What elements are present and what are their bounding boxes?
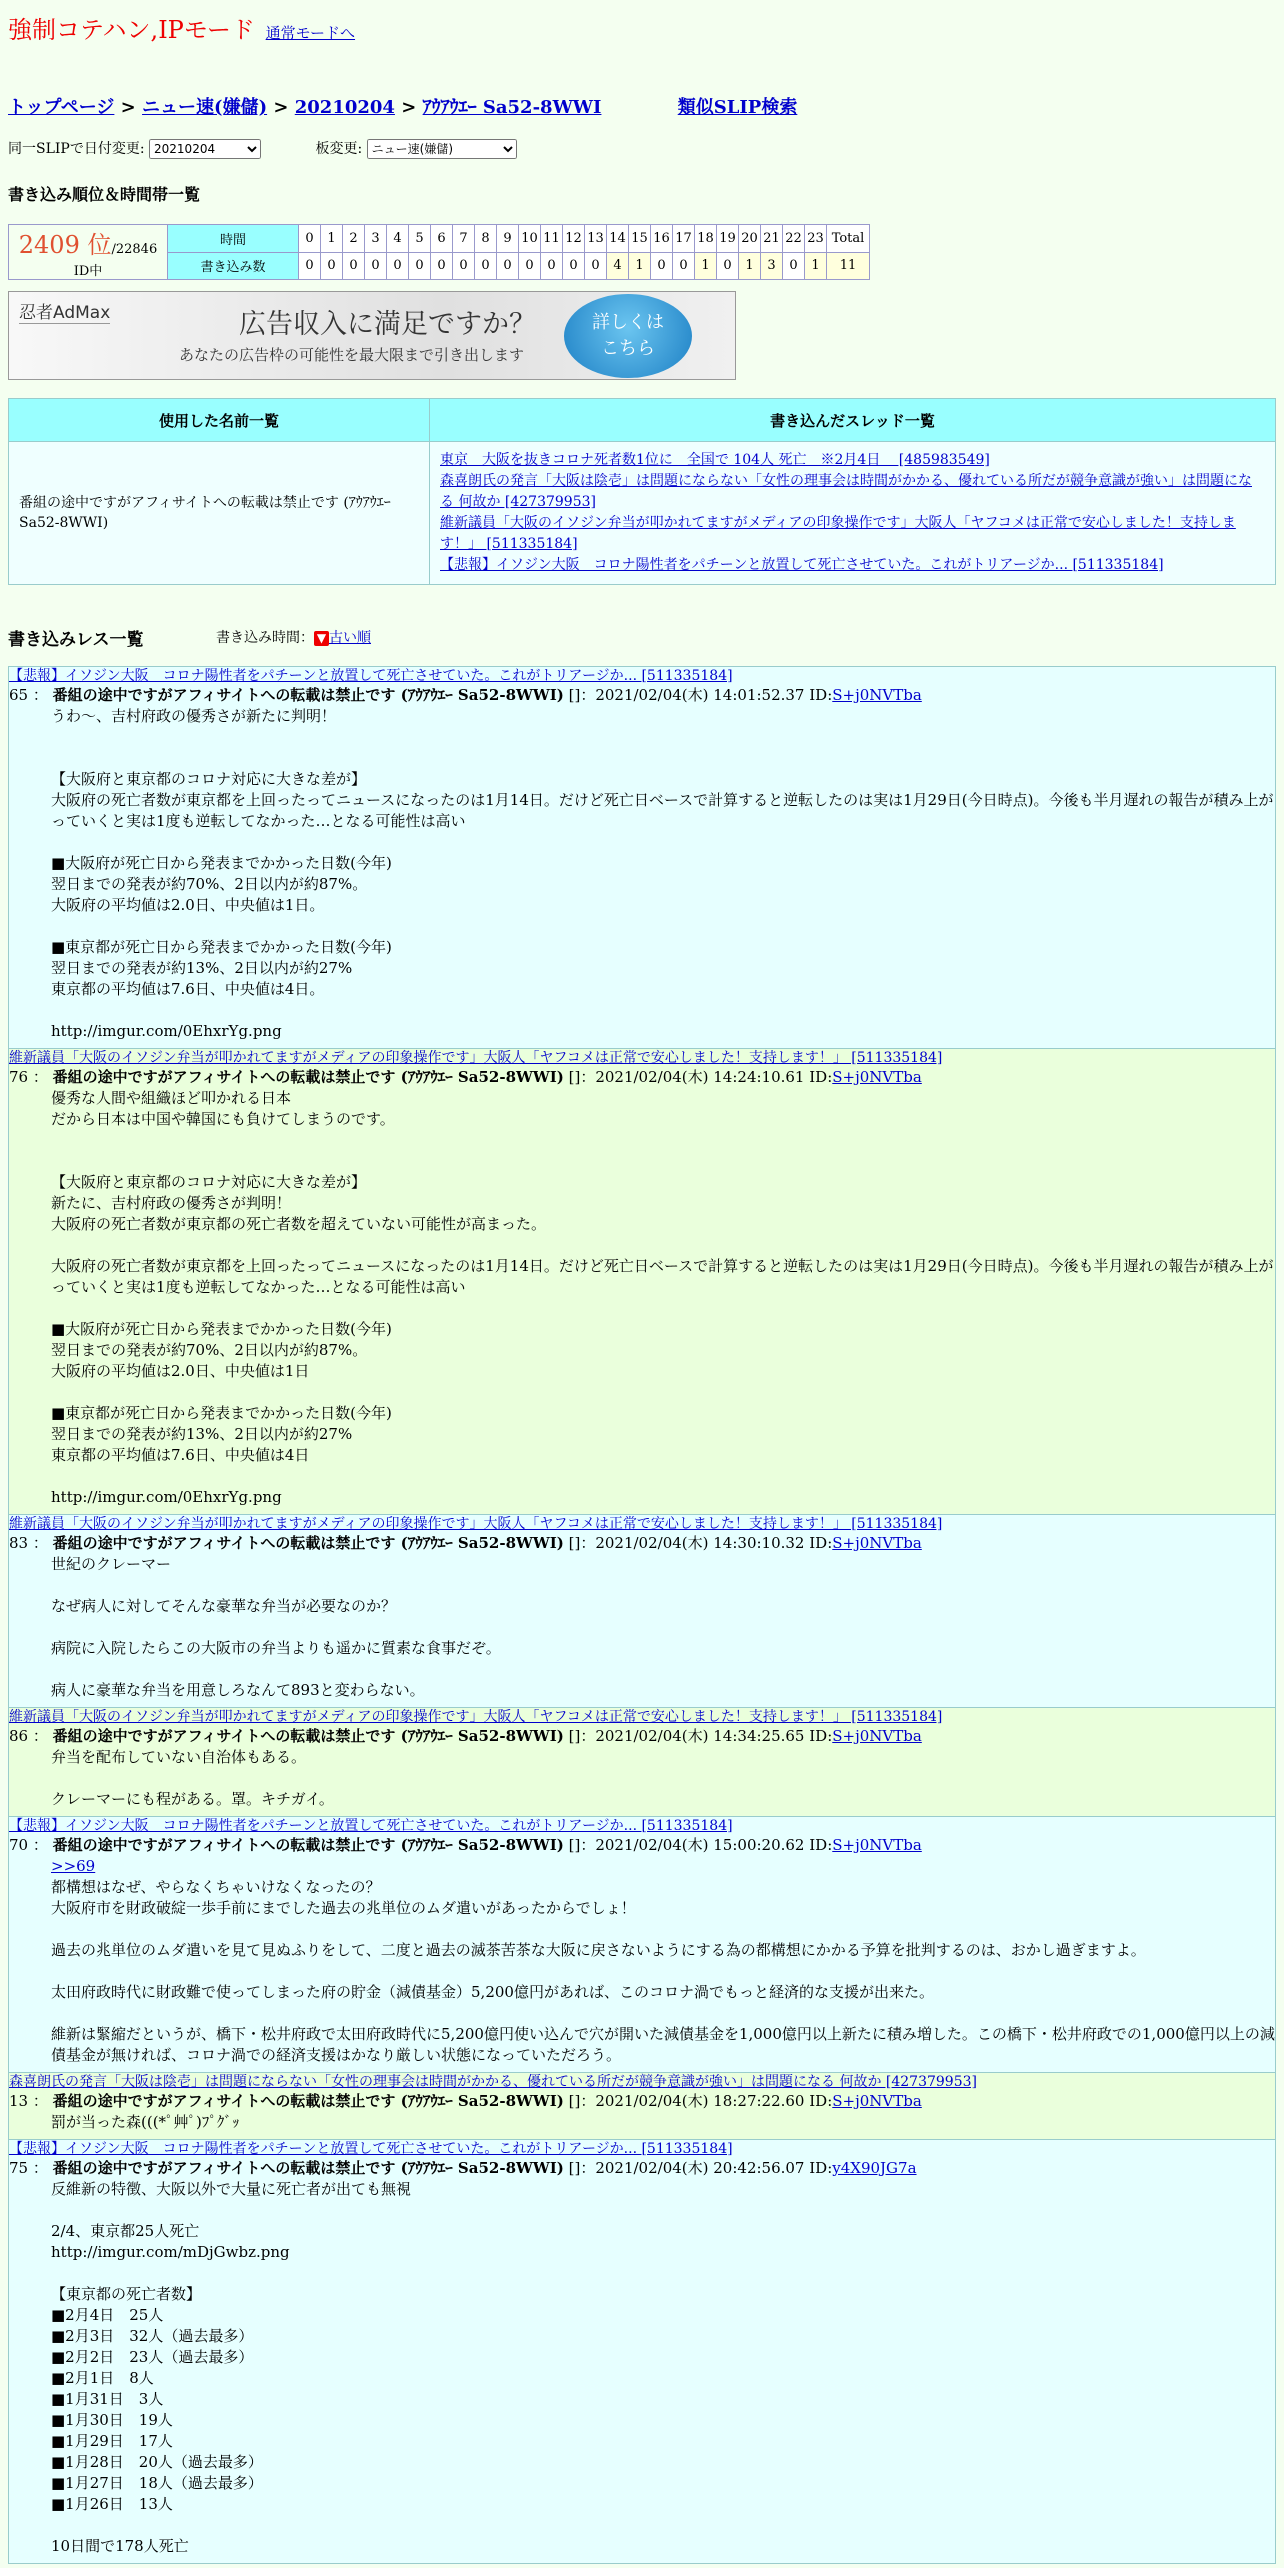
hour-cell: 5 xyxy=(409,225,431,253)
count-cell: 0 xyxy=(453,252,475,280)
hour-cell: 14 xyxy=(607,225,629,253)
post-number: 86 xyxy=(9,1727,29,1745)
thread-link[interactable]: 【悲報】イソジン大阪 コロナ陽性者をパチーンと放置して死亡させていた。これがトリアージか... [511335184] xyxy=(440,557,1164,573)
post-id-link[interactable]: S+j0NVTba xyxy=(832,1727,922,1745)
hour-cell: 20 xyxy=(739,225,761,253)
count-cell: 4 xyxy=(607,252,629,280)
names-column-header: 使用した名前一覧 xyxy=(9,399,430,442)
count-cell: 0 xyxy=(321,252,343,280)
post-body: 反維新の特徴、大阪以外で大量に死亡者が出ても無視 2/4、東京都25人死亡 http://imgur.com/mDjGwbz.png 【東京都の死亡者数】 ■2月4日 25人 ■2月3日 32人（過去最多） ■2月2日 23人（過去最多） ■2月1日 8人 ■1月31日 3人 ■1月30日 19人 ■1月29日 17人 ■1月28日 20人（過去最多） ■1月27日 18人（過去最多） ■1月26日 13人 10日間で178人死亡 xyxy=(51,2180,412,2555)
post-body: うわ～、吉村府政の優秀さが新たに判明！ 【大阪府と東京都のコロナ対応に大きな差が】 大阪府の死亡者数が東京都を上回ったってニュースになったのは1月14日。だけど死亡日ベースで計算すると逆転したのは実は1月29日(今日時点)。今後も半月遅れの報告が積み上がっていくと実は1度も逆転してなかった…となる可能性は高い ■大阪府が死亡日から発表までかかった日数(今年) 翌日までの発表が約70%、2日以内が約87%。 大阪府の平均値は2.0日、中央値は1日。 ■東京都が死亡日から発表までかかった日数(今年) 翌日までの発表が約13%、2日以内が約27% 東京都の平均値は7.6日、中央値は4日。 http://imgur.com/0EhxrYg.png xyxy=(51,707,1274,1040)
ad-subtext: あなたの広告枠の可能性を最大限まで引き出します xyxy=(179,346,525,364)
post-number: 13 xyxy=(9,2092,29,2110)
post-date: []：2021/02/04(木) 14:24:10.61 ID: xyxy=(568,1068,833,1086)
posts-heading: 書き込みレス一覧 xyxy=(8,630,144,650)
post-date: []：2021/02/04(木) 20:42:56.07 ID: xyxy=(568,2159,833,2177)
similar-slip-search-link[interactable]: 類似SLIP検索 xyxy=(677,97,798,118)
thread-link[interactable]: 森喜朗氏の発言「大阪は陰壱」は問題にならない「女性の理事会は時間がかかる、優れている所だが競争意識が強い」は問題になる 何故か [427379953] xyxy=(440,473,1252,510)
post-id-link[interactable]: y4X90JG7a xyxy=(832,2159,917,2177)
count-cell: 0 xyxy=(475,252,497,280)
breadcrumb-sep: > xyxy=(401,97,417,118)
rank-cell xyxy=(9,225,168,280)
count-label: 書き込み数 xyxy=(168,252,299,280)
threads-column-header: 書き込んだスレッド一覧 xyxy=(430,399,1276,442)
hour-cell: 16 xyxy=(651,225,673,253)
rank-value: 2409 位 xyxy=(18,231,112,259)
hour-cell: 23 xyxy=(805,225,827,253)
count-cell: 0 xyxy=(299,252,321,280)
post-author: 番組の途中ですがアフィサイトへの転載は禁止です (ｱｳｱｳｴｰ Sa52-8WWI) xyxy=(52,1534,564,1552)
count-cell: 0 xyxy=(431,252,453,280)
count-cell: 0 xyxy=(585,252,607,280)
count-cell: 0 xyxy=(563,252,585,280)
post-thread-link[interactable]: 森喜朗氏の発言「大阪は陰壱」は問題にならない「女性の理事会は時間がかかる、優れている所だが競争意識が強い」は問題になる 何故か [427379953] xyxy=(9,2074,977,2090)
count-cell: 0 xyxy=(343,252,365,280)
hour-cell: 7 xyxy=(453,225,475,253)
selector-row xyxy=(8,138,517,159)
post-number: 76 xyxy=(9,1068,29,1086)
post-body: 罰が当った森(((*ﾟ艸ﾟ)ﾌﾟｸﾞｯ xyxy=(51,2113,240,2131)
hour-cell: 15 xyxy=(629,225,651,253)
hour-cell: 22 xyxy=(783,225,805,253)
page-header xyxy=(8,10,355,45)
post-thread-link[interactable]: 維新議員「大阪のイソジン弁当が叩かれてますがメディアの印象操作です」大阪人「ヤフコメは正常で安心しました！支持します！」 [511335184] xyxy=(9,1709,943,1725)
count-cell: 1 xyxy=(805,252,827,280)
post-meta: 75 ： 番組の途中ですがアフィサイトへの転載は禁止です (ｱｳｱｳｴｰ Sa52-8WWI) []：2021/02/04(木) 20:42:56.07 ID:y4X90JG7a xyxy=(9,2159,917,2177)
post xyxy=(8,1817,1276,2073)
post-thread-link[interactable]: 【悲報】イソジン大阪 コロナ陽性者をパチーンと放置して死亡させていた。これがトリアージか... [511335184] xyxy=(9,1818,733,1834)
hour-cell: 18 xyxy=(695,225,717,253)
post-id-link[interactable]: S+j0NVTba xyxy=(832,1534,922,1552)
hour-cell: 21 xyxy=(761,225,783,253)
ad-headline: 広告収入に満足ですか？ xyxy=(239,309,536,340)
count-cell: 0 xyxy=(717,252,739,280)
count-cell: 0 xyxy=(541,252,563,280)
post xyxy=(8,1708,1276,1817)
count-cell: 3 xyxy=(761,252,783,280)
post-meta: 83 ： 番組の途中ですがアフィサイトへの転載は禁止です (ｱｳｱｳｴｰ Sa52-8WWI) []：2021/02/04(木) 14:30:10.32 ID:S+j0NVTba xyxy=(9,1534,922,1552)
count-cell: 0 xyxy=(497,252,519,280)
rank-total: /22846 ID中 xyxy=(73,242,158,279)
post-thread-link[interactable]: 維新議員「大阪のイソジン弁当が叩かれてますがメディアの印象操作です」大阪人「ヤフコメは正常で安心しました！支持します！」 [511335184] xyxy=(9,1516,943,1532)
rank-table xyxy=(8,224,870,280)
hour-cell: 19 xyxy=(717,225,739,253)
post-list xyxy=(8,666,1276,2564)
post-meta: 86 ： 番組の途中ですがアフィサイトへの転載は禁止です (ｱｳｱｳｴｰ Sa52-8WWI) []：2021/02/04(木) 14:34:25.65 ID:S+j0NVTba xyxy=(9,1727,922,1745)
breadcrumb-top[interactable]: トップページ xyxy=(8,97,115,118)
names-threads-table xyxy=(8,398,1276,585)
post-id-link[interactable]: S+j0NVTba xyxy=(832,1836,922,1854)
hour-cell: 13 xyxy=(585,225,607,253)
ad-brand: 忍者AdMax xyxy=(19,298,110,324)
hour-cell: 10 xyxy=(519,225,541,253)
sort-label: 書き込み時間： xyxy=(216,630,314,646)
post-body: 弁当を配布していない自治体もある。 クレーマーにも程がある。罩。キチガイ。 xyxy=(51,1748,334,1808)
date-change-label: 同一SLIPで日付変更: xyxy=(8,141,145,157)
post-number: 83 xyxy=(9,1534,29,1552)
post-id-link[interactable]: S+j0NVTba xyxy=(832,1068,922,1086)
count-cell: 1 xyxy=(629,252,651,280)
hour-cell: 12 xyxy=(563,225,585,253)
count-cell: 0 xyxy=(519,252,541,280)
ad-button-label: 詳しくは こちら xyxy=(592,312,664,359)
post-date: []：2021/02/04(木) 18:27:22.60 ID: xyxy=(568,2092,833,2110)
post-meta: 65 ： 番組の途中ですがアフィサイトへの転載は禁止です (ｱｳｱｳｴｰ Sa52-8WWI) []：2021/02/04(木) 14:01:52.37 ID:S+j0NVTba xyxy=(9,686,922,704)
page-title: 強制コテハン,IPモード xyxy=(8,16,255,44)
hour-cell: 2 xyxy=(343,225,365,253)
post-body: 都構想はなぜ、やらなくちゃいけなくなったの？ 大阪府市を財政破綻一歩手前にまでした過去の兆単位のムダ遣いがあったからでしょ！ 過去の兆単位のムダ遣いを見て見ぬふりをして、二度と過去の滅茶苦茶な大阪に戻さないようにする為の都構想にかかる予算を批判するのは、おかし過ぎますよ。 太田府政時代に財政難で使ってしまった府の貯金（減債基金）5,200億円があれば、このコロナ渦でもっと経済的な支援が出来た。 維新は緊縮だというが、橋下・松井府政で太田府政時代に5,200億円使い込んで穴が開いた減債基金を1,000億円以上新たに積み増した。この橋下・松井府政での1,000億円以上の減債基金が無ければ、コロナ渦での経済支援はかなり厳しい状態になっていただろう。 xyxy=(51,1878,1275,2064)
normal-mode-link[interactable]: 通常モードへ xyxy=(265,24,356,42)
breadcrumb xyxy=(8,93,797,119)
post xyxy=(8,2073,1276,2140)
hour-label: 時間 xyxy=(168,225,299,253)
sort-control xyxy=(216,627,371,647)
post-number: 75 xyxy=(9,2159,29,2177)
breadcrumb-board[interactable]: ニュー速(嫌儲) xyxy=(142,97,268,118)
hour-cell: 3 xyxy=(365,225,387,253)
count-cell: 11 xyxy=(827,252,870,280)
post-date: []：2021/02/04(木) 15:00:20.62 ID: xyxy=(568,1836,833,1854)
hour-cell: 1 xyxy=(321,225,343,253)
hour-cell: 9 xyxy=(497,225,519,253)
post-thread-link[interactable]: 維新議員「大阪のイソジン弁当が叩かれてますがメディアの印象操作です」大阪人「ヤフコメは正常で安心しました！支持します！」 [511335184] xyxy=(9,1050,943,1066)
post-date: []：2021/02/04(木) 14:30:10.32 ID: xyxy=(568,1534,833,1552)
breadcrumb-sep: > xyxy=(273,97,289,118)
hour-cell: 11 xyxy=(541,225,563,253)
count-cell: 0 xyxy=(783,252,805,280)
post-id-link[interactable]: S+j0NVTba xyxy=(832,686,922,704)
count-cell: 1 xyxy=(739,252,761,280)
sort-oldest-link[interactable]: 古い順 xyxy=(329,630,371,646)
post-author: 番組の途中ですがアフィサイトへの転載は禁止です (ｱｳｱｳｴｰ Sa52-8WWI) xyxy=(52,1836,564,1854)
post-body: 世紀のクレーマー なぜ病人に対してそんな豪華な弁当が必要なのか？ 病院に入院したらこの大阪市の弁当よりも遥かに質素な食事だぞ。 病人に豪華な弁当を用意しろなんて893と変わらない。 xyxy=(51,1555,501,1699)
post-author: 番組の途中ですがアフィサイトへの転載は禁止です (ｱｳｱｳｴｰ Sa52-8WWI) xyxy=(52,686,564,704)
post xyxy=(8,666,1276,1049)
date-select[interactable] xyxy=(149,139,261,159)
breadcrumb-sep: > xyxy=(120,97,136,118)
thread-link[interactable]: 東京 大阪を抜きコロナ死者数1位に 全国で 104人 死亡 ※2月4日 [485983549] xyxy=(440,452,990,468)
count-cell: 1 xyxy=(695,252,717,280)
post-meta: 70 ： 番組の途中ですがアフィサイトへの転載は禁止です (ｱｳｱｳｴｰ Sa52-8WWI) []：2021/02/04(木) 15:00:20.62 ID:S+j0NVTba xyxy=(9,1836,922,1854)
hour-cell: 8 xyxy=(475,225,497,253)
post-number: 70 xyxy=(9,1836,29,1854)
used-name: 番組の途中ですがアフィサイトへの転載は禁止です (ｱｳｱｳｴｰ Sa52-8WWI) xyxy=(9,442,430,585)
hour-cell: 6 xyxy=(431,225,453,253)
post-thread-link[interactable]: 【悲報】イソジン大阪 コロナ陽性者をパチーンと放置して死亡させていた。これがトリアージか... [511335184] xyxy=(9,668,733,684)
post-id-link[interactable]: S+j0NVTba xyxy=(832,2092,922,2110)
ad-details-button[interactable] xyxy=(564,294,692,378)
post xyxy=(8,2140,1276,2564)
post-author: 番組の途中ですがアフィサイトへの転載は禁止です (ｱｳｱｳｴｰ Sa52-8WWI) xyxy=(52,1068,564,1086)
hour-cell: Total xyxy=(827,225,870,253)
post-date: []：2021/02/04(木) 14:01:52.37 ID: xyxy=(568,686,833,704)
board-change-label: 板変更: xyxy=(315,141,363,157)
thread-list xyxy=(430,442,1276,585)
post-reply-link[interactable]: >>69 xyxy=(51,1857,96,1875)
hour-cell: 0 xyxy=(299,225,321,253)
post-meta: 76 ： 番組の途中ですがアフィサイトへの転載は禁止です (ｱｳｱｳｴｰ Sa52-8WWI) []：2021/02/04(木) 14:24:10.61 ID:S+j0NVTba xyxy=(9,1068,922,1086)
breadcrumb-slip[interactable]: ｱｳｱｳｴｰ Sa52-8WWI xyxy=(422,97,602,118)
ad-banner[interactable] xyxy=(8,291,736,380)
post-meta: 13 ： 番組の途中ですがアフィサイトへの転載は禁止です (ｱｳｱｳｴｰ Sa52-8WWI) []：2021/02/04(木) 18:27:22.60 ID:S+j0NVTba xyxy=(9,2092,922,2110)
post-author: 番組の途中ですがアフィサイトへの転載は禁止です (ｱｳｱｳｴｰ Sa52-8WWI) xyxy=(52,2092,564,2110)
count-cell: 0 xyxy=(651,252,673,280)
hour-cell: 4 xyxy=(387,225,409,253)
count-cell: 0 xyxy=(365,252,387,280)
post-number: 65 xyxy=(9,686,29,704)
breadcrumb-date[interactable]: 20210204 xyxy=(294,97,395,118)
sort-down-icon: ▼ xyxy=(314,631,329,646)
post-thread-link[interactable]: 【悲報】イソジン大阪 コロナ陽性者をパチーンと放置して死亡させていた。これがトリアージか... [511335184] xyxy=(9,2141,733,2157)
board-select[interactable] xyxy=(367,139,517,159)
post-body: 優秀な人間や組織ほど叩かれる日本 だから日本は中国や韓国にも負けてしまうのです。 【大阪府と東京都のコロナ対応に大きな差が】 新たに、吉村府政の優秀さが判明！ 大阪府の死亡者数が東京都の死亡者数を超えていない可能性が高まった。 大阪府の死亡者数が東京都を上回ったってニュースになったのは1月14日。だけど死亡日ベースで計算すると逆転したのは実は1月29日(今日時点)。今後も半月遅れの報告が積み上がっていくと実は1度も逆転してなかった…となる可能性は高い ■大阪府が死亡日から発表までかかった日数(今年) 翌日までの発表が約70%、2日以内が約87%。 大阪府の平均値は2.0日、中央値は1日 ■東京都が死亡日から発表までかかった日数(今年) 翌日までの発表が約13%、2日以内が約27% 東京都の平均値は7.6日、中央値は4日 http://imgur.com/0EhxrYg.png xyxy=(51,1089,1274,1506)
post xyxy=(8,1049,1276,1515)
count-cell: 0 xyxy=(673,252,695,280)
post xyxy=(8,1515,1276,1708)
post-author: 番組の途中ですがアフィサイトへの転載は禁止です (ｱｳｱｳｴｰ Sa52-8WWI) xyxy=(52,1727,564,1745)
post-date: []：2021/02/04(木) 14:34:25.65 ID: xyxy=(568,1727,833,1745)
count-cell: 0 xyxy=(409,252,431,280)
post-author: 番組の途中ですがアフィサイトへの転載は禁止です (ｱｳｱｳｴｰ Sa52-8WWI) xyxy=(52,2159,564,2177)
rank-heading: 書き込み順位＆時間帯一覧 xyxy=(8,185,201,204)
count-cell: 0 xyxy=(387,252,409,280)
thread-link[interactable]: 維新議員「大阪のイソジン弁当が叩かれてますがメディアの印象操作です」大阪人「ヤフコメは正常で安心しました！支持します！」 [511335184] xyxy=(440,515,1236,552)
hour-cell: 17 xyxy=(673,225,695,253)
